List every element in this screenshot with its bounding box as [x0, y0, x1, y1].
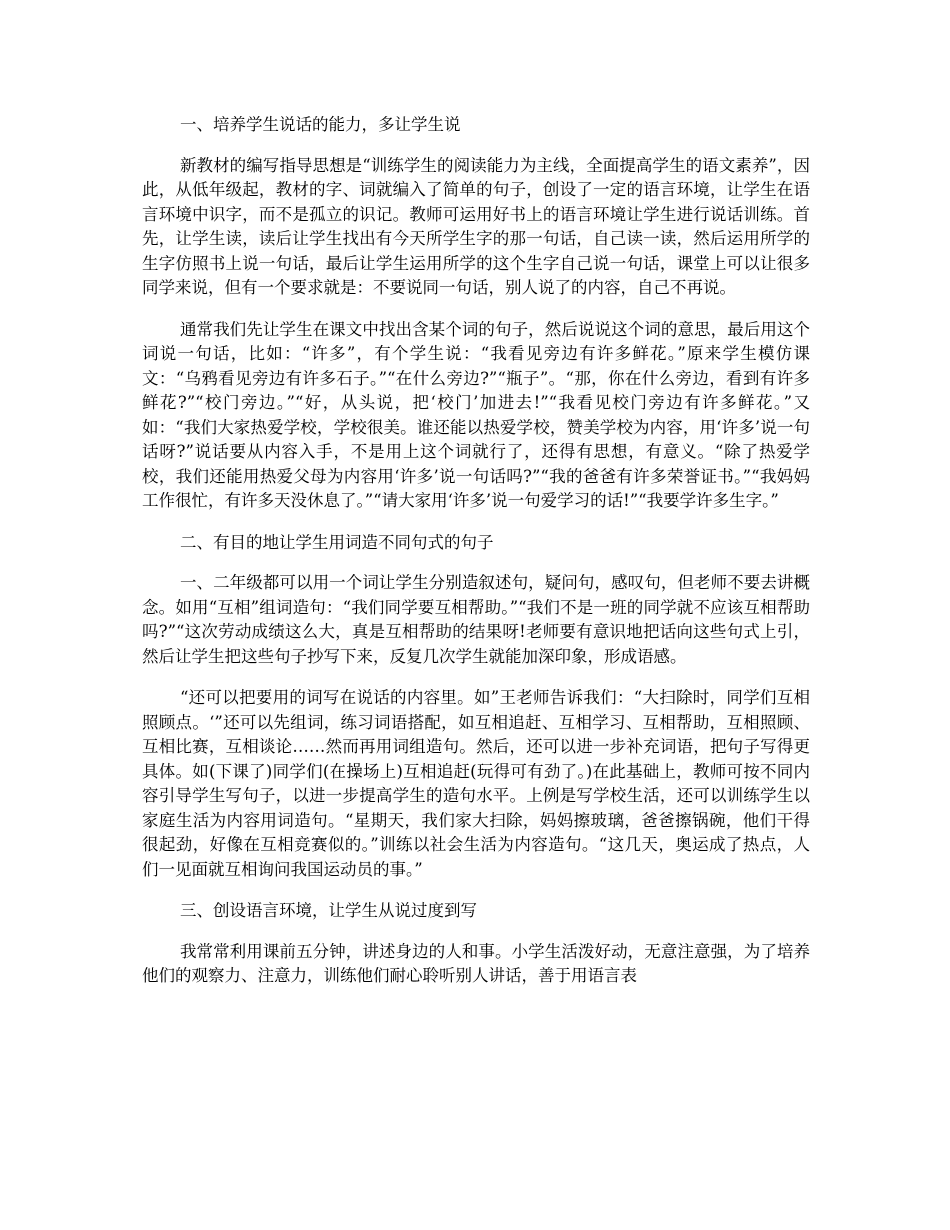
paragraph-5: 我常常利用课前五分钟，讲述身边的人和事。小学生活泼好动，无意注意强，为了培养他们的观察力、注意力，训练他们耐心聆听别人讲话，善于用语言表 [142, 941, 810, 985]
section-heading-1: 一、培养学生说话的能力，多让学生说 [179, 115, 461, 134]
section-heading-2: 二、有目的地让学生用词造不同句式的句子 [179, 532, 494, 552]
section-heading-3: 三、创设语言环境，让学生从说过度到写 [179, 901, 477, 920]
paragraph-2: 通常我们先让学生在课文中找出含某个词的句子，然后说说这个词的意思，最后用这个词说一句话，比如：“许多”，有个学生说：“我看见旁边有许多鲜花。”原来学生模仿课文：“乌鸦看见旁边有许多石子。”“在什么旁边?”“瓶子”。“那，你在什么旁边，看到有许多鲜花?”“校门旁边。”“好，从头说，把‘校门’加进去!”“我看见校门旁边有许多鲜花。”又如：“我们大家热爱学校，学校很美。谁还能以热爱学校，赞美学校为内容，用‘许多’说一句话呀?”说话要从内容入手，不是用上这个词就行了，还得有思想，有意义。“除了热爱学校，我们还能用热爱父母为内容用‘许多’说一句话吗?”“我的爸爸有许多荣誉证书。”“我妈妈工作很忙，有许多天没休息了。”“请大家用‘许多’说一句爱学习的话!”“我要学许多生字。” [142, 319, 810, 510]
document-body [142, 113, 810, 1006]
paragraph-1: 新教材的编写指导思想是“训练学生的阅读能力为主线，全面提高学生的语文素养”，因此，从低年级起，教材的字、词就编入了简单的句子，创设了一定的语言环境，让学生在语言环境中识字，而不是孤立的识记。教师可运用好书上的语言环境让学生进行说话训练。首先，让学生读，读后让学生找出有今天所学生字的那一句话，自己读一读，然后运用所学的生字仿照书上说一句话，最后让学生运用所学的这个生字自己说一句话，课堂上可以让很多同学来说，但有一个要求就是：不要说同一句话，别人说了的内容，自己不再说。 [142, 155, 810, 297]
paragraph-4: “还可以把要用的词写在说话的内容里。如”王老师告诉我们：“大扫除时，同学们互相照顾点。‘”还可以先组词，练习词语搭配，如互相追赶、互相学习、互相帮助，互相照顾、互相比赛，互相谈论……然而再用词组造句。然后，还可以进一步补充词语，把句子写得更具体。如(下课了)同学们(在操场上)互相追赶(玩得可有劲了。)在此基础上，教师可按不同内容引导学生写句子，以进一步提高学生的造句水平。上例是写学校生活，还可以训练学生以家庭生活为内容用词造句。“星期天，我们家大扫除，妈妈擦玻璃，爸爸擦锅碗，他们干得很起劲，好像在互相竞赛似的。”训练以社会生活为内容造句。“这几天，奥运成了热点，人们一见面就互相询问我国运动员的事。” [142, 688, 810, 879]
paragraph-3: 一、二年级都可以用一个词让学生分别造叙述句，疑问句，感叹句，但老师不要去讲概念。如用“互相”组词造句：“我们同学要互相帮助。”“我们不是一班的同学就不应该互相帮助吗?”“这次劳动成绩这么大，真是互相帮助的结果呀!老师要有意识地把话向这些句式上引，然后让学生把这些句子抄写下来，反复几次学生就能加深印象，形成语感。 [142, 573, 810, 666]
